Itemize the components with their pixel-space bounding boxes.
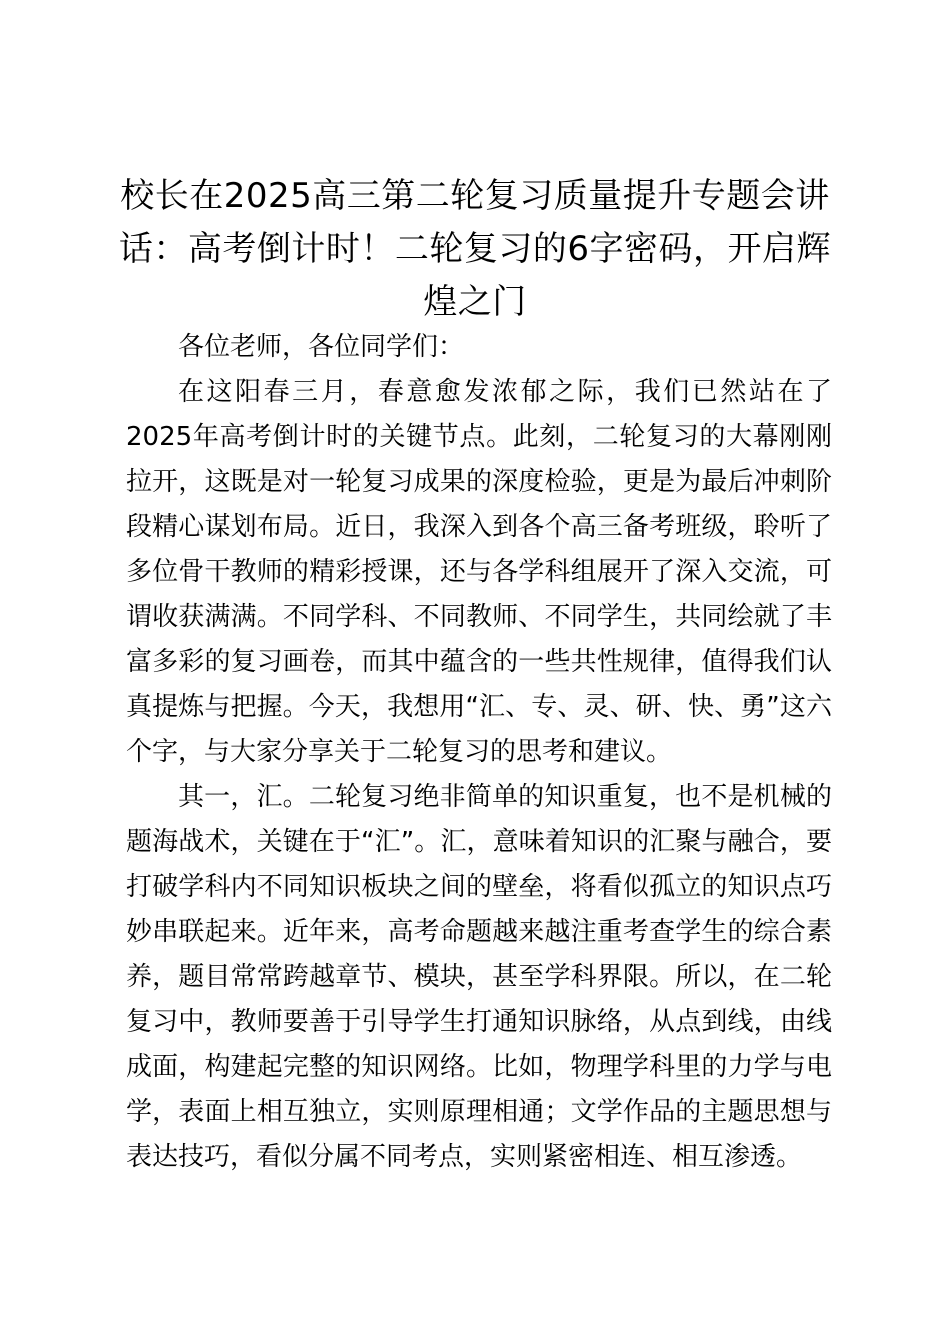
document-title: 校长在2025高三第二轮复习质量提升专题会讲话：高考倒计时！二轮复习的6字密码，开启辉煌之门 — [118, 176, 832, 322]
document-body — [126, 325, 832, 1180]
body-paragraph: 在这阳春三月，春意愈发浓郁之际，我们已然站在了2025年高考倒计时的关键节点。此刻，二轮复习的大幕刚刚拉开，这既是对一轮复习成果的深度检验，更是为最后冲刺阶段精心谋划布局。近日，我深入到各个高三备考班级，聆听了多位骨干教师的精彩授课，还与各学科组展开了深入交流，可谓收获满满。不同学科、不同教师、不同学生，共同绘就了丰富多彩的复习画卷，而其中蕴含的一些共性规律，值得我们认真提炼与把握。今天，我想用“汇、专、灵、研、快、勇”这六个字，与大家分享关于二轮复习的思考和建议。 — [126, 377, 832, 767]
greeting-paragraph: 各位老师，各位同学们： — [178, 332, 465, 362]
body-paragraph: 其一，汇。二轮复习绝非简单的知识重复，也不是机械的题海战术，关键在于“汇”。汇，意味着知识的汇聚与融合，要打破学科内不同知识板块之间的壁垒，将看似孤立的知识点巧妙串联起来。近年来，高考命题越来越注重考查学生的综合素养，题目常常跨越章节、模块，甚至学科界限。所以，在二轮复习中，教师要善于引导学生打通知识脉络，从点到线，由线成面，构建起完整的知识网络。比如，物理学科里的力学与电学，表面上相互独立，实则原理相通；文学作品的主题思想与表达技巧，看似分属不同考点，实则紧密相连、相互渗透。 — [126, 782, 832, 1172]
